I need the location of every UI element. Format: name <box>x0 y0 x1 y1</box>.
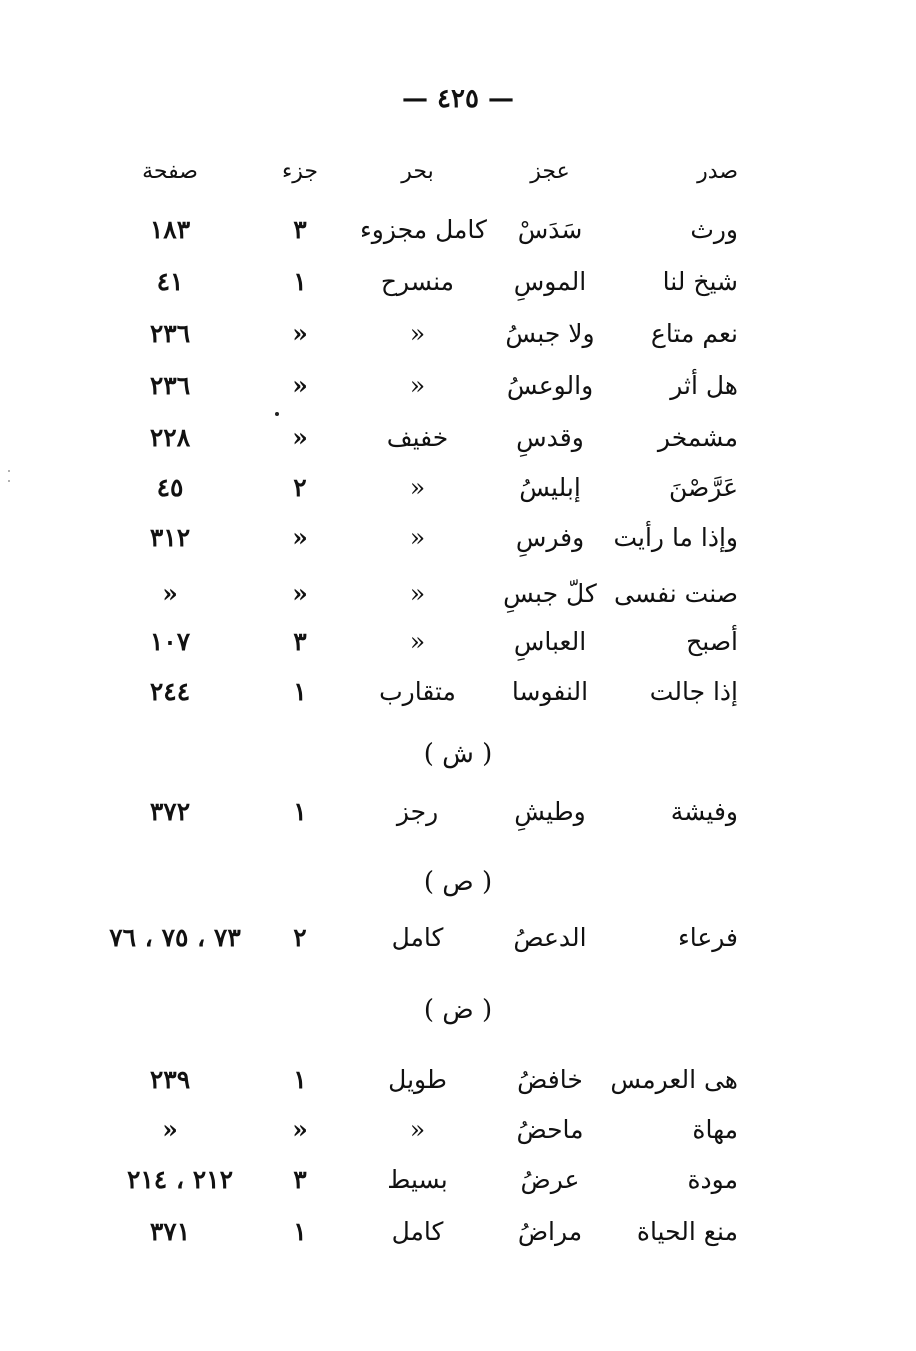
cell-juz: ٢ <box>293 473 307 502</box>
cell-bahr: خفيف <box>386 423 449 452</box>
cell-ajz: مراضُ <box>517 1217 583 1246</box>
cell-ajz: الدعصُ <box>513 923 587 952</box>
cell-bahr: رجز <box>396 797 439 826</box>
cell-juz: » <box>292 423 308 452</box>
table-row <box>0 262 916 302</box>
cell-page: ٢٣٩ <box>149 1065 191 1094</box>
table-row <box>0 210 916 250</box>
cell-juz: ١ <box>293 1217 307 1246</box>
cell-ajz: والوعسُ <box>506 371 594 400</box>
cell-ajz: خافضُ <box>517 1065 583 1094</box>
cell-bahr: » <box>409 319 426 348</box>
cell-page: ٢١٢ ، ٢١٤ <box>126 1165 234 1194</box>
cell-juz: ١ <box>293 267 307 296</box>
cell-juz: ١ <box>293 677 307 706</box>
cell-sadr: إذا جالت <box>649 677 738 706</box>
cell-bahr: » <box>409 1115 426 1144</box>
table-row <box>0 418 916 458</box>
header-ajz: عجز <box>530 159 570 184</box>
cell-page: ٣٧١ <box>149 1217 191 1246</box>
cell-page: ٢٣٦ <box>149 371 191 400</box>
cell-juz: ٣ <box>293 627 307 656</box>
header-page: صفحة <box>142 159 198 184</box>
cell-bahr: » <box>409 523 426 552</box>
cell-page: » <box>162 579 178 608</box>
cell-bahr: منسرح <box>380 267 455 296</box>
cell-sadr: مهاة <box>692 1115 738 1144</box>
cell-juz: » <box>292 579 308 608</box>
cell-sadr: مودة <box>687 1165 738 1194</box>
cell-ajz: النفوسا <box>511 677 589 706</box>
header-sadr: صدر <box>697 159 738 184</box>
cell-page: ١٨٣ <box>149 215 191 244</box>
cell-page: ٤١ <box>156 267 184 296</box>
table-row <box>0 1060 916 1100</box>
cell-ajz: كلّ جبسِ <box>503 579 597 608</box>
cell-page: ٢٢٨ <box>149 423 191 452</box>
table-row <box>0 1160 916 1200</box>
cell-page: ٤٥ <box>156 473 184 502</box>
table-row <box>0 574 916 614</box>
cell-ajz: وفرسِ <box>515 523 585 552</box>
ink-speck <box>8 480 10 482</box>
cell-juz: » <box>292 523 308 552</box>
table-row <box>0 918 916 958</box>
cell-bahr: طويل <box>388 1065 447 1094</box>
cell-ajz: ولا جبسُ <box>505 319 595 348</box>
cell-bahr: كامل <box>391 1217 444 1246</box>
column-headers <box>0 152 916 192</box>
cell-page: ٣٧٢ <box>149 797 191 826</box>
cell-page: ٧٣ ، ٧٥ ، ٧٦ <box>109 923 241 952</box>
table-row <box>0 792 916 832</box>
cell-bahr: » <box>409 627 426 656</box>
cell-page: ٢٤٤ <box>149 677 191 706</box>
cell-sadr: صنت نفسى <box>613 579 738 608</box>
table-row <box>0 1212 916 1252</box>
ink-speck <box>275 412 279 416</box>
cell-sadr: شيخ لنا <box>662 267 738 296</box>
ink-speck <box>8 470 10 472</box>
cell-ajz: العباسِ <box>513 627 587 656</box>
cell-sadr: وفيشة <box>670 797 738 826</box>
cell-sadr: مشمخر <box>657 423 738 452</box>
cell-bahr: » <box>409 473 426 502</box>
cell-page: ٢٣٦ <box>149 319 191 348</box>
cell-juz: » <box>292 319 308 348</box>
cell-sadr: وإذا ما رأيت <box>613 523 738 552</box>
cell-bahr: كامل مجزوء <box>360 215 487 244</box>
cell-juz: » <box>292 371 308 400</box>
cell-page: ١٠٧ <box>149 627 191 656</box>
cell-bahr: كامل <box>391 923 444 952</box>
cell-ajz: عرضُ <box>520 1165 580 1194</box>
section-heading-dad: ( ض ) <box>423 995 493 1025</box>
cell-page: » <box>162 1115 178 1144</box>
table-row <box>0 518 916 558</box>
cell-ajz: سَدَسْ <box>517 215 583 244</box>
table-row <box>0 622 916 662</box>
header-bahr: بحر <box>401 159 434 184</box>
cell-ajz: الموسِ <box>513 267 587 296</box>
cell-bahr: متقارب <box>379 677 456 706</box>
table-row <box>0 1110 916 1150</box>
cell-ajz: وقدسِ <box>516 423 584 452</box>
cell-juz: » <box>292 1115 308 1144</box>
cell-juz: ٣ <box>293 215 307 244</box>
cell-sadr: منع الحياة <box>636 1217 738 1246</box>
cell-juz: ٣ <box>293 1165 307 1194</box>
cell-sadr: هل أثر <box>670 371 738 400</box>
cell-ajz: ماحضُ <box>516 1115 584 1144</box>
cell-bahr: بسيط <box>387 1165 448 1194</box>
table-row <box>0 366 916 406</box>
cell-sadr: فرعاء <box>677 923 738 952</box>
cell-sadr: عَرَّصْنَ <box>669 473 738 502</box>
cell-ajz: وطيشِ <box>514 797 586 826</box>
cell-bahr: » <box>409 371 426 400</box>
cell-juz: ٢ <box>293 923 307 952</box>
table-row <box>0 468 916 508</box>
header-juz: جزء <box>281 159 319 184</box>
cell-ajz: إبليسُ <box>519 473 581 502</box>
table-row <box>0 672 916 712</box>
section-heading-sad: ( ص ) <box>423 867 493 897</box>
cell-sadr: هى العرمس <box>610 1065 738 1094</box>
cell-sadr: ورث <box>690 215 738 244</box>
section-heading-shin: ( ش ) <box>423 739 493 769</box>
cell-juz: ١ <box>293 1065 307 1094</box>
table-row <box>0 314 916 354</box>
cell-bahr: » <box>409 579 426 608</box>
cell-juz: ١ <box>293 797 307 826</box>
page-number: — ٤٢٥ — <box>401 84 515 114</box>
cell-sadr: نعم متاع <box>650 319 738 348</box>
cell-page: ٣١٢ <box>149 523 191 552</box>
cell-sadr: أصبح <box>686 627 738 656</box>
